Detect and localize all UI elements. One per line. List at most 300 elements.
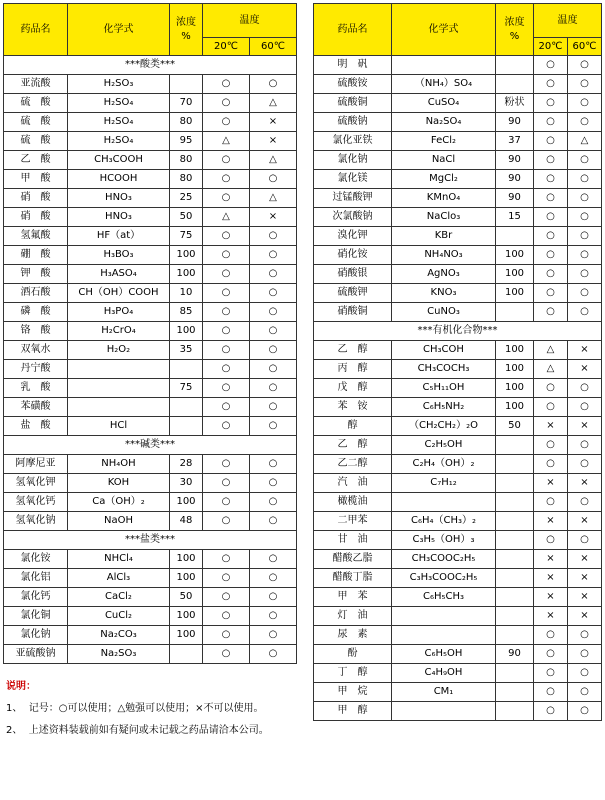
chemical-name: 丹宁酸 bbox=[4, 360, 68, 379]
section-title: ***酸类*** bbox=[4, 56, 297, 75]
concentration bbox=[496, 607, 534, 626]
concentration: 粉状 bbox=[496, 94, 534, 113]
rating-60c: △ bbox=[568, 132, 602, 151]
table-row bbox=[314, 189, 602, 208]
table-row bbox=[4, 493, 297, 512]
table-row bbox=[4, 246, 297, 265]
table-row bbox=[4, 170, 297, 189]
section-row bbox=[4, 436, 297, 455]
chemical-name: 过锰酸钾 bbox=[314, 189, 392, 208]
rating-20c: ○ bbox=[203, 569, 250, 588]
note-2-text: 上述资料装载前如有疑问或未记载之药品请洽本公司。 bbox=[28, 725, 269, 736]
chemical-name: 苯 铵 bbox=[314, 398, 392, 417]
right-table-body bbox=[314, 56, 602, 721]
chemical-formula: CH（OH）COOH bbox=[68, 284, 170, 303]
concentration bbox=[496, 588, 534, 607]
table-row bbox=[4, 512, 297, 531]
chemical-formula: NH₄NO₃ bbox=[392, 246, 496, 265]
chemical-name: 硫酸铵 bbox=[314, 75, 392, 94]
chemical-formula: C₆H₅NH₂ bbox=[392, 398, 496, 417]
rating-20c: ○ bbox=[203, 151, 250, 170]
rating-60c: × bbox=[250, 208, 297, 227]
table-row bbox=[4, 75, 297, 94]
rating-20c: ○ bbox=[203, 322, 250, 341]
chemical-formula: CH₃COOC₂H₅ bbox=[392, 550, 496, 569]
concentration: 48 bbox=[170, 512, 203, 531]
rating-20c: ○ bbox=[534, 265, 568, 284]
chemical-formula: Na₂SO₄ bbox=[392, 113, 496, 132]
chemical-formula: CM₁ bbox=[392, 683, 496, 702]
rating-60c: ○ bbox=[568, 227, 602, 246]
rating-60c: ○ bbox=[568, 151, 602, 170]
rating-20c: ○ bbox=[534, 683, 568, 702]
chemical-name: 氢氧化钠 bbox=[4, 512, 68, 531]
chemical-formula: H₂SO₄ bbox=[68, 94, 170, 113]
table-row bbox=[4, 322, 297, 341]
rating-60c: × bbox=[568, 360, 602, 379]
chemical-name: 橄榄油 bbox=[314, 493, 392, 512]
rating-20c: ○ bbox=[203, 75, 250, 94]
rating-60c: ○ bbox=[568, 208, 602, 227]
chemical-name: 酒石酸 bbox=[4, 284, 68, 303]
rating-20c: ○ bbox=[203, 626, 250, 645]
rating-60c: ○ bbox=[568, 531, 602, 550]
concentration bbox=[496, 569, 534, 588]
chemical-formula: NaOH bbox=[68, 512, 170, 531]
rating-20c: × bbox=[534, 569, 568, 588]
concentration: 100 bbox=[170, 246, 203, 265]
section-row bbox=[4, 56, 297, 75]
chemical-formula: CuCl₂ bbox=[68, 607, 170, 626]
rating-60c: ○ bbox=[250, 626, 297, 645]
rating-60c: ○ bbox=[250, 645, 297, 664]
rating-60c: ○ bbox=[568, 284, 602, 303]
table-row bbox=[314, 474, 602, 493]
table-row bbox=[314, 246, 602, 265]
rating-20c: ○ bbox=[203, 550, 250, 569]
resistance-table-left bbox=[3, 3, 297, 664]
rating-60c: ○ bbox=[568, 379, 602, 398]
rating-60c: ○ bbox=[568, 626, 602, 645]
table-row bbox=[4, 151, 297, 170]
rating-20c: △ bbox=[203, 132, 250, 151]
chemical-formula: CH₃COCH₃ bbox=[392, 360, 496, 379]
concentration: 85 bbox=[170, 303, 203, 322]
rating-60c: ○ bbox=[568, 246, 602, 265]
chemical-formula: H₃PO₄ bbox=[68, 303, 170, 322]
chemical-name: 溴化钾 bbox=[314, 227, 392, 246]
chemical-formula: H₂SO₄ bbox=[68, 132, 170, 151]
rating-20c: ○ bbox=[534, 170, 568, 189]
header-conc-unit: % bbox=[181, 30, 191, 42]
chemical-formula: C₆H₄（CH₃）₂ bbox=[392, 512, 496, 531]
chemical-name: 氯化铜 bbox=[4, 607, 68, 626]
note-2-number: 2、 bbox=[6, 725, 23, 736]
concentration: 75 bbox=[170, 379, 203, 398]
header-20c: 20℃ bbox=[534, 38, 568, 56]
rating-20c: ○ bbox=[203, 265, 250, 284]
concentration: 100 bbox=[170, 265, 203, 284]
chemical-formula: CH₃COOH bbox=[68, 151, 170, 170]
chemical-name: 次氯酸钠 bbox=[314, 208, 392, 227]
rating-60c: × bbox=[250, 113, 297, 132]
table-row bbox=[4, 417, 297, 436]
concentration bbox=[170, 645, 203, 664]
table-row bbox=[4, 113, 297, 132]
rating-60c: × bbox=[568, 607, 602, 626]
rating-20c: ○ bbox=[534, 94, 568, 113]
rating-60c: × bbox=[568, 474, 602, 493]
chemical-formula: KNO₃ bbox=[392, 284, 496, 303]
rating-20c: ○ bbox=[534, 493, 568, 512]
chemical-name: 甲 烷 bbox=[314, 683, 392, 702]
rating-20c: × bbox=[534, 588, 568, 607]
rating-20c: × bbox=[534, 417, 568, 436]
chemical-name: 硼 酸 bbox=[4, 246, 68, 265]
concentration: 35 bbox=[170, 341, 203, 360]
header-formula: 化学式 bbox=[392, 4, 496, 56]
chemical-name: 戊 醇 bbox=[314, 379, 392, 398]
table-row bbox=[4, 284, 297, 303]
table-row bbox=[4, 360, 297, 379]
chemical-name: 钾 酸 bbox=[4, 265, 68, 284]
chemical-name: 硫酸铜 bbox=[314, 94, 392, 113]
chemical-name: 乳 酸 bbox=[4, 379, 68, 398]
header-conc-unit: % bbox=[509, 30, 520, 42]
concentration: 50 bbox=[170, 588, 203, 607]
concentration: 15 bbox=[496, 208, 534, 227]
chemical-name: 硝酸铜 bbox=[314, 303, 392, 322]
notes bbox=[6, 676, 269, 742]
table-row bbox=[4, 398, 297, 417]
rating-20c: ○ bbox=[534, 227, 568, 246]
table-row bbox=[4, 588, 297, 607]
concentration bbox=[496, 683, 534, 702]
rating-60c: ○ bbox=[250, 417, 297, 436]
chemical-formula: C₂H₄（OH）₂ bbox=[392, 455, 496, 474]
chemical-name: 甘 油 bbox=[314, 531, 392, 550]
chemical-name: 丁 醇 bbox=[314, 664, 392, 683]
table-row bbox=[314, 265, 602, 284]
rating-20c: △ bbox=[534, 360, 568, 379]
chemical-formula: H₂SO₃ bbox=[68, 75, 170, 94]
table-row bbox=[314, 588, 602, 607]
chemical-name: 乙 醇 bbox=[314, 341, 392, 360]
header-formula: 化学式 bbox=[68, 4, 170, 56]
rating-60c: ○ bbox=[568, 113, 602, 132]
chemical-name: 灯 油 bbox=[314, 607, 392, 626]
rating-60c: ○ bbox=[568, 94, 602, 113]
table-row bbox=[4, 550, 297, 569]
chemical-name: 氢氧化钾 bbox=[4, 474, 68, 493]
table-row bbox=[4, 379, 297, 398]
table-row bbox=[314, 607, 602, 626]
chemical-formula: （NH₄）SO₄ bbox=[392, 75, 496, 94]
chemical-formula: HNO₃ bbox=[68, 189, 170, 208]
chemical-formula bbox=[392, 607, 496, 626]
table-row bbox=[314, 170, 602, 189]
table-row bbox=[314, 417, 602, 436]
rating-60c: × bbox=[568, 550, 602, 569]
table-row bbox=[314, 379, 602, 398]
table-row bbox=[4, 227, 297, 246]
concentration: 90 bbox=[496, 151, 534, 170]
concentration: 100 bbox=[170, 322, 203, 341]
chemical-formula: CaCl₂ bbox=[68, 588, 170, 607]
concentration: 30 bbox=[170, 474, 203, 493]
table-row bbox=[314, 284, 602, 303]
rating-20c: △ bbox=[534, 341, 568, 360]
chemical-formula: NH₄OH bbox=[68, 455, 170, 474]
chemical-formula: C₃H₃COOC₂H₅ bbox=[392, 569, 496, 588]
chemical-name: 氢氟酸 bbox=[4, 227, 68, 246]
chemical-name: 氢氧化钙 bbox=[4, 493, 68, 512]
chemical-name: 亚流酸 bbox=[4, 75, 68, 94]
chemical-name: 乙 醇 bbox=[314, 436, 392, 455]
concentration bbox=[496, 626, 534, 645]
chemical-formula: CuSO₄ bbox=[392, 94, 496, 113]
header-name: 药品名 bbox=[314, 4, 392, 56]
rating-20c: × bbox=[534, 550, 568, 569]
chemical-formula: H₂O₂ bbox=[68, 341, 170, 360]
rating-60c: ○ bbox=[250, 246, 297, 265]
chemical-formula: CuNO₃ bbox=[392, 303, 496, 322]
chemical-formula: C₆H₅OH bbox=[392, 645, 496, 664]
rating-20c: ○ bbox=[534, 398, 568, 417]
concentration: 90 bbox=[496, 189, 534, 208]
chemical-formula: NHCl₄ bbox=[68, 550, 170, 569]
rating-20c: ○ bbox=[534, 246, 568, 265]
rating-60c: ○ bbox=[250, 588, 297, 607]
header-temperature: 温度 bbox=[534, 4, 602, 38]
rating-20c: ○ bbox=[534, 208, 568, 227]
rating-60c: × bbox=[568, 341, 602, 360]
rating-60c: ○ bbox=[568, 75, 602, 94]
chemical-formula: KBr bbox=[392, 227, 496, 246]
chemical-formula: HNO₃ bbox=[68, 208, 170, 227]
chemical-formula: MgCl₂ bbox=[392, 170, 496, 189]
rating-20c: ○ bbox=[203, 341, 250, 360]
table-row bbox=[314, 664, 602, 683]
concentration: 80 bbox=[170, 151, 203, 170]
rating-60c: ○ bbox=[568, 303, 602, 322]
rating-20c: ○ bbox=[203, 113, 250, 132]
rating-20c: ○ bbox=[534, 436, 568, 455]
note-1-text: 记号：○可以使用；△勉强可以使用；×不可以使用。 bbox=[28, 703, 264, 714]
rating-60c: ○ bbox=[568, 455, 602, 474]
rating-20c: ○ bbox=[534, 75, 568, 94]
concentration: 90 bbox=[496, 113, 534, 132]
chemical-formula bbox=[392, 702, 496, 721]
chemical-formula: C₄H₉OH bbox=[392, 664, 496, 683]
rating-60c: ○ bbox=[250, 455, 297, 474]
table-row bbox=[314, 56, 602, 75]
table-row bbox=[314, 569, 602, 588]
rating-60c: ○ bbox=[250, 227, 297, 246]
rating-60c: ○ bbox=[568, 493, 602, 512]
rating-20c: ○ bbox=[534, 132, 568, 151]
chemical-name: 硝化铵 bbox=[314, 246, 392, 265]
concentration: 37 bbox=[496, 132, 534, 151]
rating-20c: ○ bbox=[534, 379, 568, 398]
note-1 bbox=[6, 698, 269, 720]
chemical-name: 阿摩尼亚 bbox=[4, 455, 68, 474]
concentration bbox=[496, 664, 534, 683]
chemical-formula: H₃BO₃ bbox=[68, 246, 170, 265]
table-row bbox=[4, 265, 297, 284]
chemical-formula bbox=[392, 626, 496, 645]
rating-60c: ○ bbox=[250, 303, 297, 322]
chemical-formula: （CH₂CH₂）₂O bbox=[392, 417, 496, 436]
concentration bbox=[170, 398, 203, 417]
rating-20c: ○ bbox=[203, 455, 250, 474]
rating-60c: ○ bbox=[250, 550, 297, 569]
table-row bbox=[314, 493, 602, 512]
section-row bbox=[4, 531, 297, 550]
rating-60c: ○ bbox=[568, 645, 602, 664]
rating-60c: ○ bbox=[250, 284, 297, 303]
concentration bbox=[496, 436, 534, 455]
concentration: 100 bbox=[496, 341, 534, 360]
concentration bbox=[170, 75, 203, 94]
concentration bbox=[170, 360, 203, 379]
concentration: 70 bbox=[170, 94, 203, 113]
table-row bbox=[4, 455, 297, 474]
rating-60c: ○ bbox=[250, 75, 297, 94]
chemical-name: 硝 酸 bbox=[4, 208, 68, 227]
rating-20c: ○ bbox=[203, 607, 250, 626]
concentration bbox=[496, 493, 534, 512]
concentration bbox=[496, 512, 534, 531]
rating-60c: × bbox=[250, 132, 297, 151]
rating-20c: ○ bbox=[203, 360, 250, 379]
table-row bbox=[314, 702, 602, 721]
concentration: 90 bbox=[496, 170, 534, 189]
chemical-name: 硫 酸 bbox=[4, 94, 68, 113]
concentration: 28 bbox=[170, 455, 203, 474]
rating-60c: × bbox=[568, 569, 602, 588]
chemical-name: 明 矾 bbox=[314, 56, 392, 75]
table-row bbox=[314, 132, 602, 151]
left-table-body bbox=[4, 56, 297, 664]
rating-60c: ○ bbox=[568, 702, 602, 721]
rating-60c: ○ bbox=[250, 512, 297, 531]
concentration bbox=[496, 531, 534, 550]
chemical-name: 醇 bbox=[314, 417, 392, 436]
chemical-name: 尿 素 bbox=[314, 626, 392, 645]
chemical-formula: C₅H₁₁OH bbox=[392, 379, 496, 398]
concentration: 90 bbox=[496, 645, 534, 664]
rating-20c: ○ bbox=[534, 702, 568, 721]
rating-60c: ○ bbox=[250, 265, 297, 284]
concentration bbox=[496, 550, 534, 569]
chemical-formula bbox=[392, 56, 496, 75]
concentration: 80 bbox=[170, 113, 203, 132]
chemical-name: 乙二醇 bbox=[314, 455, 392, 474]
chemical-name: 酚 bbox=[314, 645, 392, 664]
table-row bbox=[4, 189, 297, 208]
chemical-formula: Na₂CO₃ bbox=[68, 626, 170, 645]
chemical-formula bbox=[68, 398, 170, 417]
chemical-name: 磷 酸 bbox=[4, 303, 68, 322]
rating-20c: ○ bbox=[534, 151, 568, 170]
table-row bbox=[4, 303, 297, 322]
chemical-name: 醋酸乙脂 bbox=[314, 550, 392, 569]
rating-20c: ○ bbox=[534, 113, 568, 132]
concentration bbox=[496, 702, 534, 721]
chemical-name: 甲 醇 bbox=[314, 702, 392, 721]
rating-60c: ○ bbox=[568, 398, 602, 417]
header-name: 药品名 bbox=[4, 4, 68, 56]
header-20c: 20℃ bbox=[203, 38, 250, 56]
rating-60c: ○ bbox=[250, 322, 297, 341]
chemical-name: 氯化亚铁 bbox=[314, 132, 392, 151]
table-row bbox=[4, 645, 297, 664]
chemical-name: 醋酸丁脂 bbox=[314, 569, 392, 588]
table-row bbox=[4, 341, 297, 360]
section-row bbox=[314, 322, 602, 341]
chemical-formula: HCl bbox=[68, 417, 170, 436]
rating-20c: ○ bbox=[203, 474, 250, 493]
rating-60c: ○ bbox=[568, 189, 602, 208]
chemical-name: 乙 酸 bbox=[4, 151, 68, 170]
chemical-name: 硝 酸 bbox=[4, 189, 68, 208]
concentration: 10 bbox=[170, 284, 203, 303]
concentration: 100 bbox=[170, 493, 203, 512]
header-conc-label: 浓度 bbox=[504, 16, 525, 28]
concentration bbox=[496, 455, 534, 474]
concentration: 95 bbox=[170, 132, 203, 151]
chemical-formula: NaClo₃ bbox=[392, 208, 496, 227]
header-60c: 60℃ bbox=[250, 38, 297, 56]
rating-60c: ○ bbox=[250, 379, 297, 398]
chemical-name: 盐 酸 bbox=[4, 417, 68, 436]
table-row bbox=[4, 569, 297, 588]
section-title: ***碱类*** bbox=[4, 436, 297, 455]
chemical-name: 甲 酸 bbox=[4, 170, 68, 189]
rating-60c: ○ bbox=[568, 265, 602, 284]
chemical-formula: H₃ASO₄ bbox=[68, 265, 170, 284]
chemical-name: 氯化铝 bbox=[4, 569, 68, 588]
table-row bbox=[314, 398, 602, 417]
chemical-name: 铬 酸 bbox=[4, 322, 68, 341]
chemical-formula: FeCl₂ bbox=[392, 132, 496, 151]
concentration bbox=[496, 75, 534, 94]
table-row bbox=[314, 645, 602, 664]
chemical-formula: CH₃COH bbox=[392, 341, 496, 360]
chemical-name: 硫酸钾 bbox=[314, 284, 392, 303]
rating-20c: ○ bbox=[203, 493, 250, 512]
header-concentration bbox=[496, 4, 534, 56]
table-row bbox=[314, 208, 602, 227]
table-row bbox=[314, 550, 602, 569]
chemical-formula: C₆H₅CH₃ bbox=[392, 588, 496, 607]
table-row bbox=[314, 341, 602, 360]
concentration: 100 bbox=[496, 398, 534, 417]
section-title: ***盐类*** bbox=[4, 531, 297, 550]
rating-20c: ○ bbox=[203, 645, 250, 664]
chemical-formula: C₇H₁₂ bbox=[392, 474, 496, 493]
rating-60c: ○ bbox=[250, 493, 297, 512]
rating-60c: ○ bbox=[250, 607, 297, 626]
chemical-name: 丙 醇 bbox=[314, 360, 392, 379]
rating-60c: ○ bbox=[568, 170, 602, 189]
table-row bbox=[314, 75, 602, 94]
chemical-formula: Na₂SO₃ bbox=[68, 645, 170, 664]
rating-20c: × bbox=[534, 512, 568, 531]
note-2 bbox=[6, 720, 269, 742]
chemical-formula bbox=[68, 360, 170, 379]
